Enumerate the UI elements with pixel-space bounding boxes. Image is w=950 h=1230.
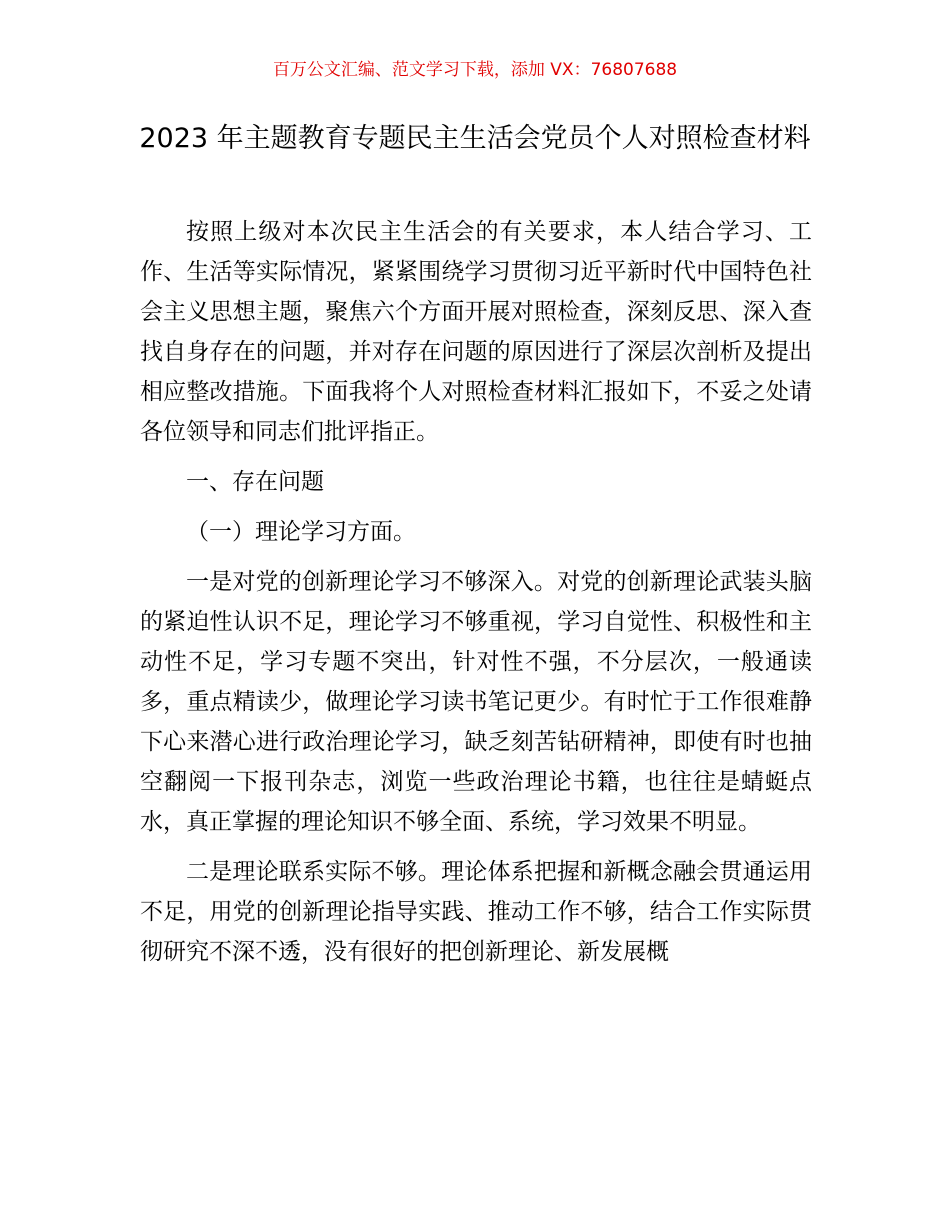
section-heading: 一、存在问题 bbox=[186, 469, 324, 495]
body-paragraph-1: 一是对党的创新理论学习不够深入。对党的创新理论武装头脑的紧迫性认识不足，理论学习不够重视，学习自觉性、积极性和主动性不足，学习专题不突出，针对性不强，不分层次，一般通读多，重点精读少，做理论学习读书笔记更少。有时忙于工作很难静下心来潜心进行政治理论学习，缺乏刻苦钻研精神，即使有时也抽空翻阅一下报刊杂志，浏览一些政治理论书籍，也往往是蜻蜓点水，真正掌握的理论知识不够全面、系统，学习效果不明显。 bbox=[140, 569, 812, 835]
document-body bbox=[140, 212, 812, 972]
document-title: 2023 年主题教育专题民主生活会党员个人对照检查材料 bbox=[139, 123, 811, 154]
body-paragraph-2: 二是理论联系实际不够。理论体系把握和新概念融会贯通运用不足，用党的创新理论指导实践、推动工作不够，结合工作实际贯彻研究不深不透，没有很好的把创新理论、新发展概 bbox=[140, 859, 812, 965]
intro-paragraph: 按照上级对本次民主生活会的有关要求，本人结合学习、工作、生活等实际情况，紧紧围绕学习贯彻习近平新时代中国特色社会主义思想主题，聚焦六个方面开展对照检查，深刻反思、深入查找自身存在的问题，并对存在问题的原因进行了深层次剖析及提出相应整改措施。下面我将个人对照检查材料汇报如下，不妥之处请各位领导和同志们批评指正。 bbox=[140, 219, 812, 445]
subsection-heading: （一）理论学习方面。 bbox=[186, 519, 416, 545]
watermark-header: 百万公文汇编、范文学习下载，添加 VX：76807688 bbox=[272, 60, 678, 80]
